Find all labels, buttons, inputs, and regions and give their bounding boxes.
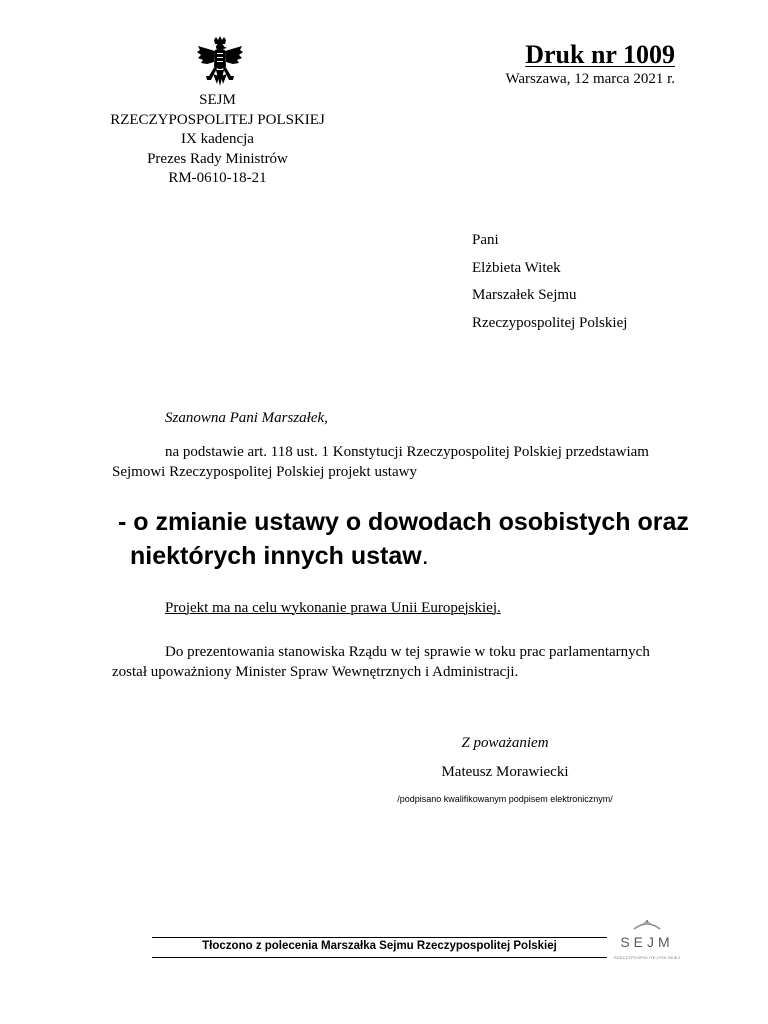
footer-divider-top: [152, 937, 607, 938]
footer-divider-bottom: [152, 957, 607, 958]
bill-title-line-1: - o zmianie ustawy o dowodach osobistych oraz: [118, 508, 689, 536]
header-line-term: IX kadencja: [181, 131, 254, 147]
project-purpose-note: Projekt ma na celu wykonanie prawa Unii Europejskiej.: [165, 600, 501, 616]
polish-eagle-emblem-icon: [195, 36, 245, 90]
header-line-reference: RM-0610-18-21: [168, 170, 267, 186]
bill-title-period: .: [421, 542, 429, 570]
signer-name: Mateusz Morawiecki: [441, 764, 569, 780]
intro-line-1: na podstawie art. 118 ust. 1 Konstytucji Rzeczypospolitej Polskiej przedstawiam: [165, 444, 649, 460]
closing-regards: Z poważaniem: [461, 735, 549, 751]
addressee-line: Pani: [472, 232, 499, 248]
intro-paragraph: [112, 442, 692, 482]
bill-title-line-2: niektórych innych ustaw: [130, 542, 422, 570]
header-line-prime-minister: Prezes Rady Ministrów: [147, 150, 288, 167]
sejm-logo-word: SEJM: [620, 934, 674, 950]
document-date: Warszawa, 12 marca 2021 r.: [505, 71, 675, 87]
representative-line-2: został upoważniony Minister Spraw Wewnętrznych i Administracji.: [112, 664, 519, 680]
addressee-block: [472, 227, 627, 337]
header-line-sejm: SEJM: [199, 92, 236, 108]
sejm-logo-subtitle: RZECZYPOSPOLITEJ POLSKIEJ: [614, 955, 680, 960]
footer-print-note: Tłoczono z polecenia Marszałka Sejmu Rzeczypospolitej Polskiej: [202, 940, 557, 952]
intro-line-2: Sejmowi Rzeczypospolitej Polskiej projekt ustawy: [112, 464, 417, 480]
header-line-republic: RZECZYPOSPOLITEJ POLSKIEJ: [110, 111, 325, 128]
print-number: Druk nr 1009: [525, 40, 675, 69]
sender-header: [60, 91, 375, 189]
addressee-line: Elżbieta Witek: [472, 259, 561, 276]
addressee-line: Rzeczypospolitej Polskiej: [472, 314, 628, 331]
addressee-line: Marszałek Sejmu: [472, 287, 577, 303]
electronic-signature-note: /podpisano kwalifikowanym podpisem elektronicznym/: [397, 794, 613, 804]
salutation: Szanowna Pani Marszałek,: [165, 410, 328, 426]
representative-line-1: Do prezentowania stanowiska Rządu w tej sprawie w toku prac parlamentarnych: [165, 644, 650, 660]
bill-title: [118, 505, 728, 573]
representative-paragraph: [112, 642, 702, 682]
